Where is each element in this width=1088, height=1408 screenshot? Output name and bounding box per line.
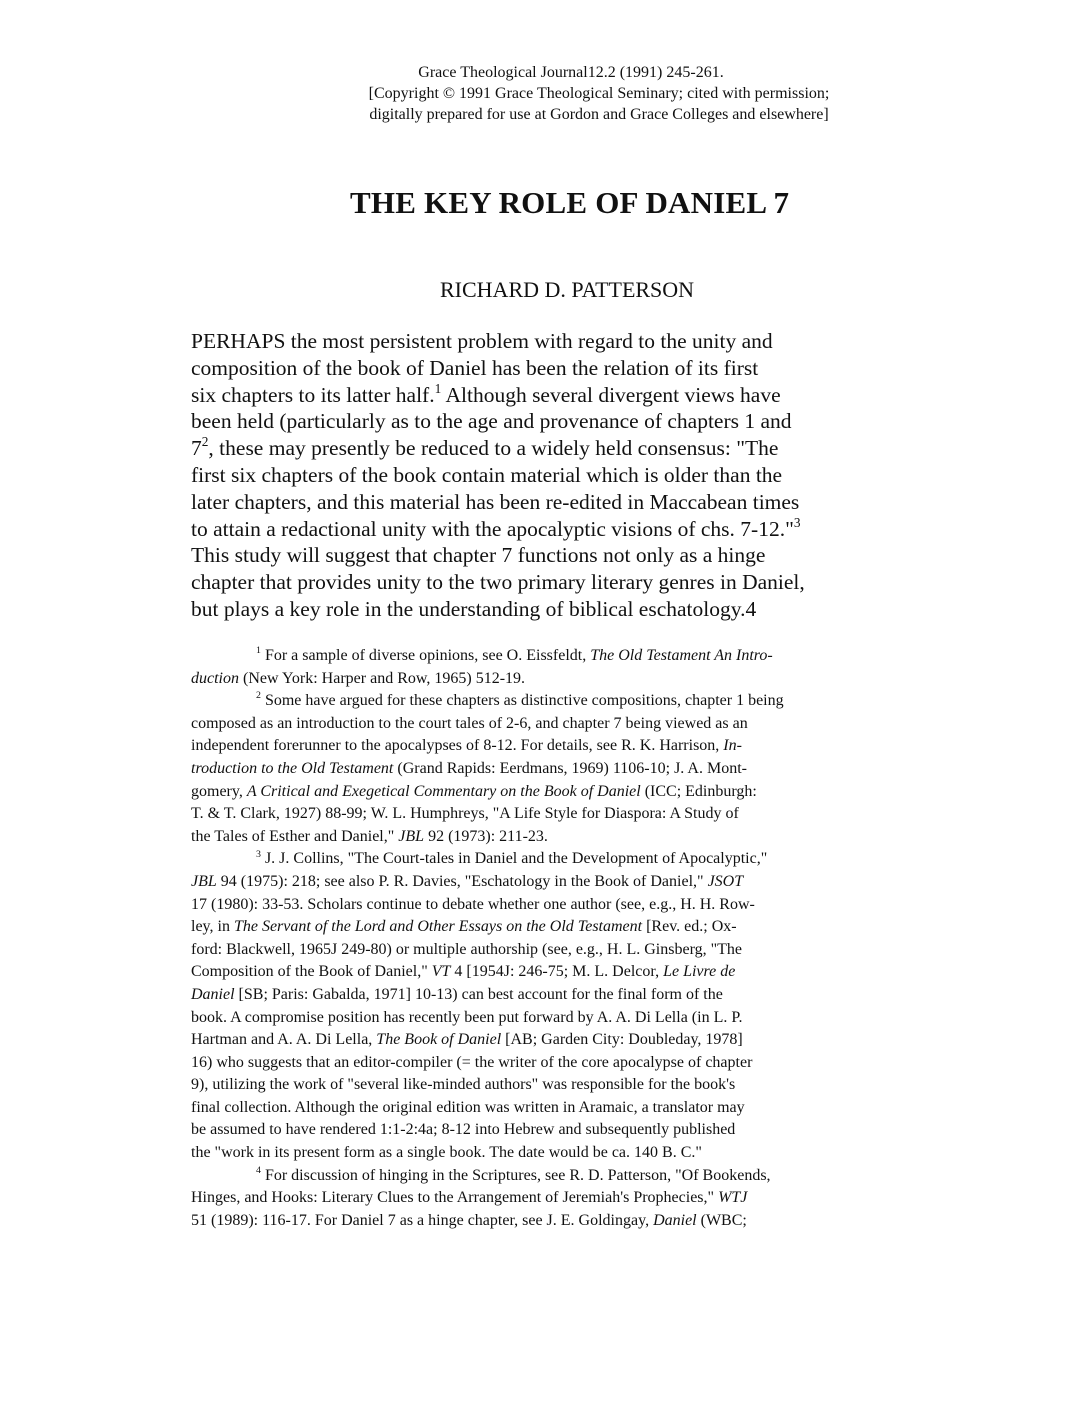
footnote-text: ley, in (191, 918, 234, 936)
footnotes-section (191, 645, 911, 1232)
body-line (191, 382, 911, 409)
header-digital-note: digitally prepared for use at Gordon and Grace Colleges and elsewhere] (369, 106, 829, 123)
footnote-text: J. J. Collins, "The Court-tales in Daniel and the Development of Apocalyptic," (260, 850, 768, 868)
footnote-1-line (191, 645, 911, 668)
footnote-2-line (191, 826, 911, 849)
journal-header (0, 62, 1088, 125)
body-line: composition of the book of Daniel has been the relation of its first (191, 355, 759, 380)
footnote-2-line (191, 690, 911, 713)
body-paragraph (191, 328, 911, 623)
footnote-text: the Tales of Esther and Daniel," (191, 827, 399, 845)
footnote-2-line (191, 781, 911, 804)
book-title: The Book of Daniel (376, 1031, 502, 1049)
footnote-3-line (191, 916, 911, 939)
body-line: chapter that provides unity to the two primary literary genres in Daniel, (191, 570, 805, 595)
footnote-1-number: 1 (256, 645, 261, 657)
body-line: first six chapters of the book contain material which is older than the (191, 462, 783, 487)
footnote-ref-1[interactable]: 1 (434, 380, 442, 396)
footnote-3-line: be assumed to have rendered 1:1-2:4a; 8-12 into Hebrew and subsequently published (191, 1121, 736, 1139)
footnote-3-line: 9), utilizing the work of "several like-minded authors" was responsible for the book's (191, 1076, 736, 1094)
footnote-3-line: the "work in its present form as a single book. The date would be ca. 140 B. C." (191, 1144, 702, 1162)
footnote-3-line (191, 984, 911, 1007)
book-title: Daniel (191, 985, 235, 1003)
book-title: troduction to the Old Testament (191, 759, 394, 777)
footnote-3-line: 16) who suggests that an editor-compiler (= the writer of the core apocalypse of chapter (191, 1053, 753, 1071)
body-line: later chapters, and this material has been re-edited in Maccabean times (191, 489, 800, 514)
body-text-run: to attain a redactional unity with the apocalyptic visions of chs. 7-12." (191, 516, 794, 541)
footnote-3-number: 3 (256, 848, 261, 860)
footnote-text: [Rev. ed.; Ox- (642, 918, 737, 936)
book-title: Daniel (653, 1211, 697, 1229)
footnote-2-line (191, 735, 911, 758)
book-title: The Old Testament An Intro- (590, 647, 773, 664)
footnote-3-line: final collection. Although the original edition was written in Aramaic, a translator may (191, 1098, 745, 1116)
book-title: The Servant of the Lord and Other Essays on the Old Testament (233, 918, 643, 936)
article-title: THE KEY ROLE OF DANIEL 7 (350, 185, 790, 220)
footnote-text: 51 (1989): 116-17. For Daniel 7 as a hinge chapter, see J. E. Goldingay, (191, 1211, 654, 1229)
book-title: Le Livre de (663, 963, 736, 981)
footnote-text: independent forerunner to the apocalypses of 8-12. For details, see R. K. Harrison, (191, 737, 724, 755)
journal-abbrev: JBL (398, 827, 425, 845)
footnote-text: (Grand Rapids: Eerdmans, 1969) 1106-10; J. A. Mont- (393, 759, 747, 777)
body-text-run: six chapters to its latter half. (191, 382, 435, 407)
footnote-text: 94 (1975): 218; see also P. R. Davies, "Eschatology in the Book of Daniel," (216, 872, 708, 890)
footnote-text: [AB; Garden City: Doubleday, 1978] (501, 1031, 743, 1049)
journal-abbrev: JBL (191, 872, 217, 890)
footnote-text: 4 [1954J: 246-75; M. L. Delcor, (450, 963, 664, 981)
footnote-2-number: 2 (256, 690, 261, 702)
footnote-text: [SB; Paris: Gabalda, 1971] 10-13) can best account for the final form of the (234, 985, 723, 1003)
footnote-3-line: 17 (1980): 33-53. Scholars continue to debate whether one author (see, e.g., H. H. Row- (191, 895, 755, 913)
footnote-3-line (191, 848, 911, 871)
footnote-1-line (191, 668, 911, 691)
book-title: In- (723, 737, 742, 755)
footnote-4-line (191, 1187, 911, 1210)
footnote-2-line: T. & T. Clark, 1927) 88-99; W. L. Humphreys, "A Life Style for Diaspora: A Study of (191, 805, 739, 823)
body-text-run: Although several divergent views have (441, 382, 781, 407)
footnote-3-line: ford: Blackwell, 1965J 249-80) or multiple authorship (see, e.g., H. L. Ginsberg, "The (191, 940, 743, 958)
body-line (191, 435, 911, 462)
footnote-text: Composition of the Book of Daniel," (191, 963, 432, 981)
footnote-text: Hartman and A. A. Di Lella, (191, 1031, 377, 1049)
body-line: been held (particularly as to the age and provenance of chapters 1 and (191, 409, 792, 434)
footnote-text: (New York: Harper and Row, 1965) 512-19. (239, 669, 526, 687)
body-line: PERHAPS the most persistent problem with regard to the unity and (191, 329, 773, 353)
footnote-4-line (191, 1210, 911, 1233)
header-copyright: [Copyright © 1991 Grace Theological Seminary; cited with permission; (368, 85, 830, 102)
journal-abbrev: WTJ (718, 1189, 748, 1207)
body-line: This study will suggest that chapter 7 functions not only as a hinge (191, 543, 766, 568)
journal-abbrev: JSOT (707, 872, 744, 890)
header-citation: Grace Theological Journal12.2 (1991) 245-261. (418, 64, 724, 81)
footnote-3-line (191, 961, 911, 984)
footnote-text: (ICC; Edinburgh: (640, 782, 757, 800)
footnote-4-line (191, 1165, 911, 1188)
footnote-3-line (191, 871, 911, 894)
footnote-text: 92 (1973): 211-23. (424, 827, 548, 845)
body-text-run: 7 (191, 436, 202, 461)
footnote-text: For discussion of hinging in the Scriptures, see R. D. Patterson, "Of Bookends, (260, 1166, 771, 1184)
footnote-ref-3[interactable]: 3 (793, 514, 801, 530)
footnote-text: Hinges, and Hooks: Literary Clues to the Arrangement of Jeremiah's Prophecies," (191, 1189, 719, 1207)
body-line: but plays a key role in the understanding of biblical eschatology.4 (191, 596, 757, 621)
footnote-2-line (191, 758, 911, 781)
footnote-2-line: composed as an introduction to the court tales of 2-6, and chapter 7 being viewed as an (191, 714, 748, 732)
footnote-text: Some have argued for these chapters as distinctive compositions, chapter 1 being (260, 692, 784, 710)
footnote-text: gomery, (191, 782, 247, 800)
journal-abbrev: VT (431, 963, 451, 981)
footnote-3-line: book. A compromise position has recently been put forward by A. A. Di Lella (in L. P. (191, 1008, 743, 1026)
book-title: duction (191, 669, 239, 687)
body-line (191, 516, 911, 543)
footnote-text: (WBC; (696, 1211, 747, 1229)
footnote-ref-2[interactable]: 2 (201, 434, 209, 450)
book-title: A Critical and Exegetical Commentary on the Book of Daniel (246, 782, 641, 800)
article-author: RICHARD D. PATTERSON (440, 277, 695, 302)
footnote-text: For a sample of diverse opinions, see O. Eissfeldt, (260, 647, 591, 664)
footnote-4-number: 4 (256, 1164, 261, 1176)
footnote-3-line (191, 1029, 911, 1052)
body-text-run: , these may presently be reduced to a widely held consensus: "The (208, 436, 779, 461)
